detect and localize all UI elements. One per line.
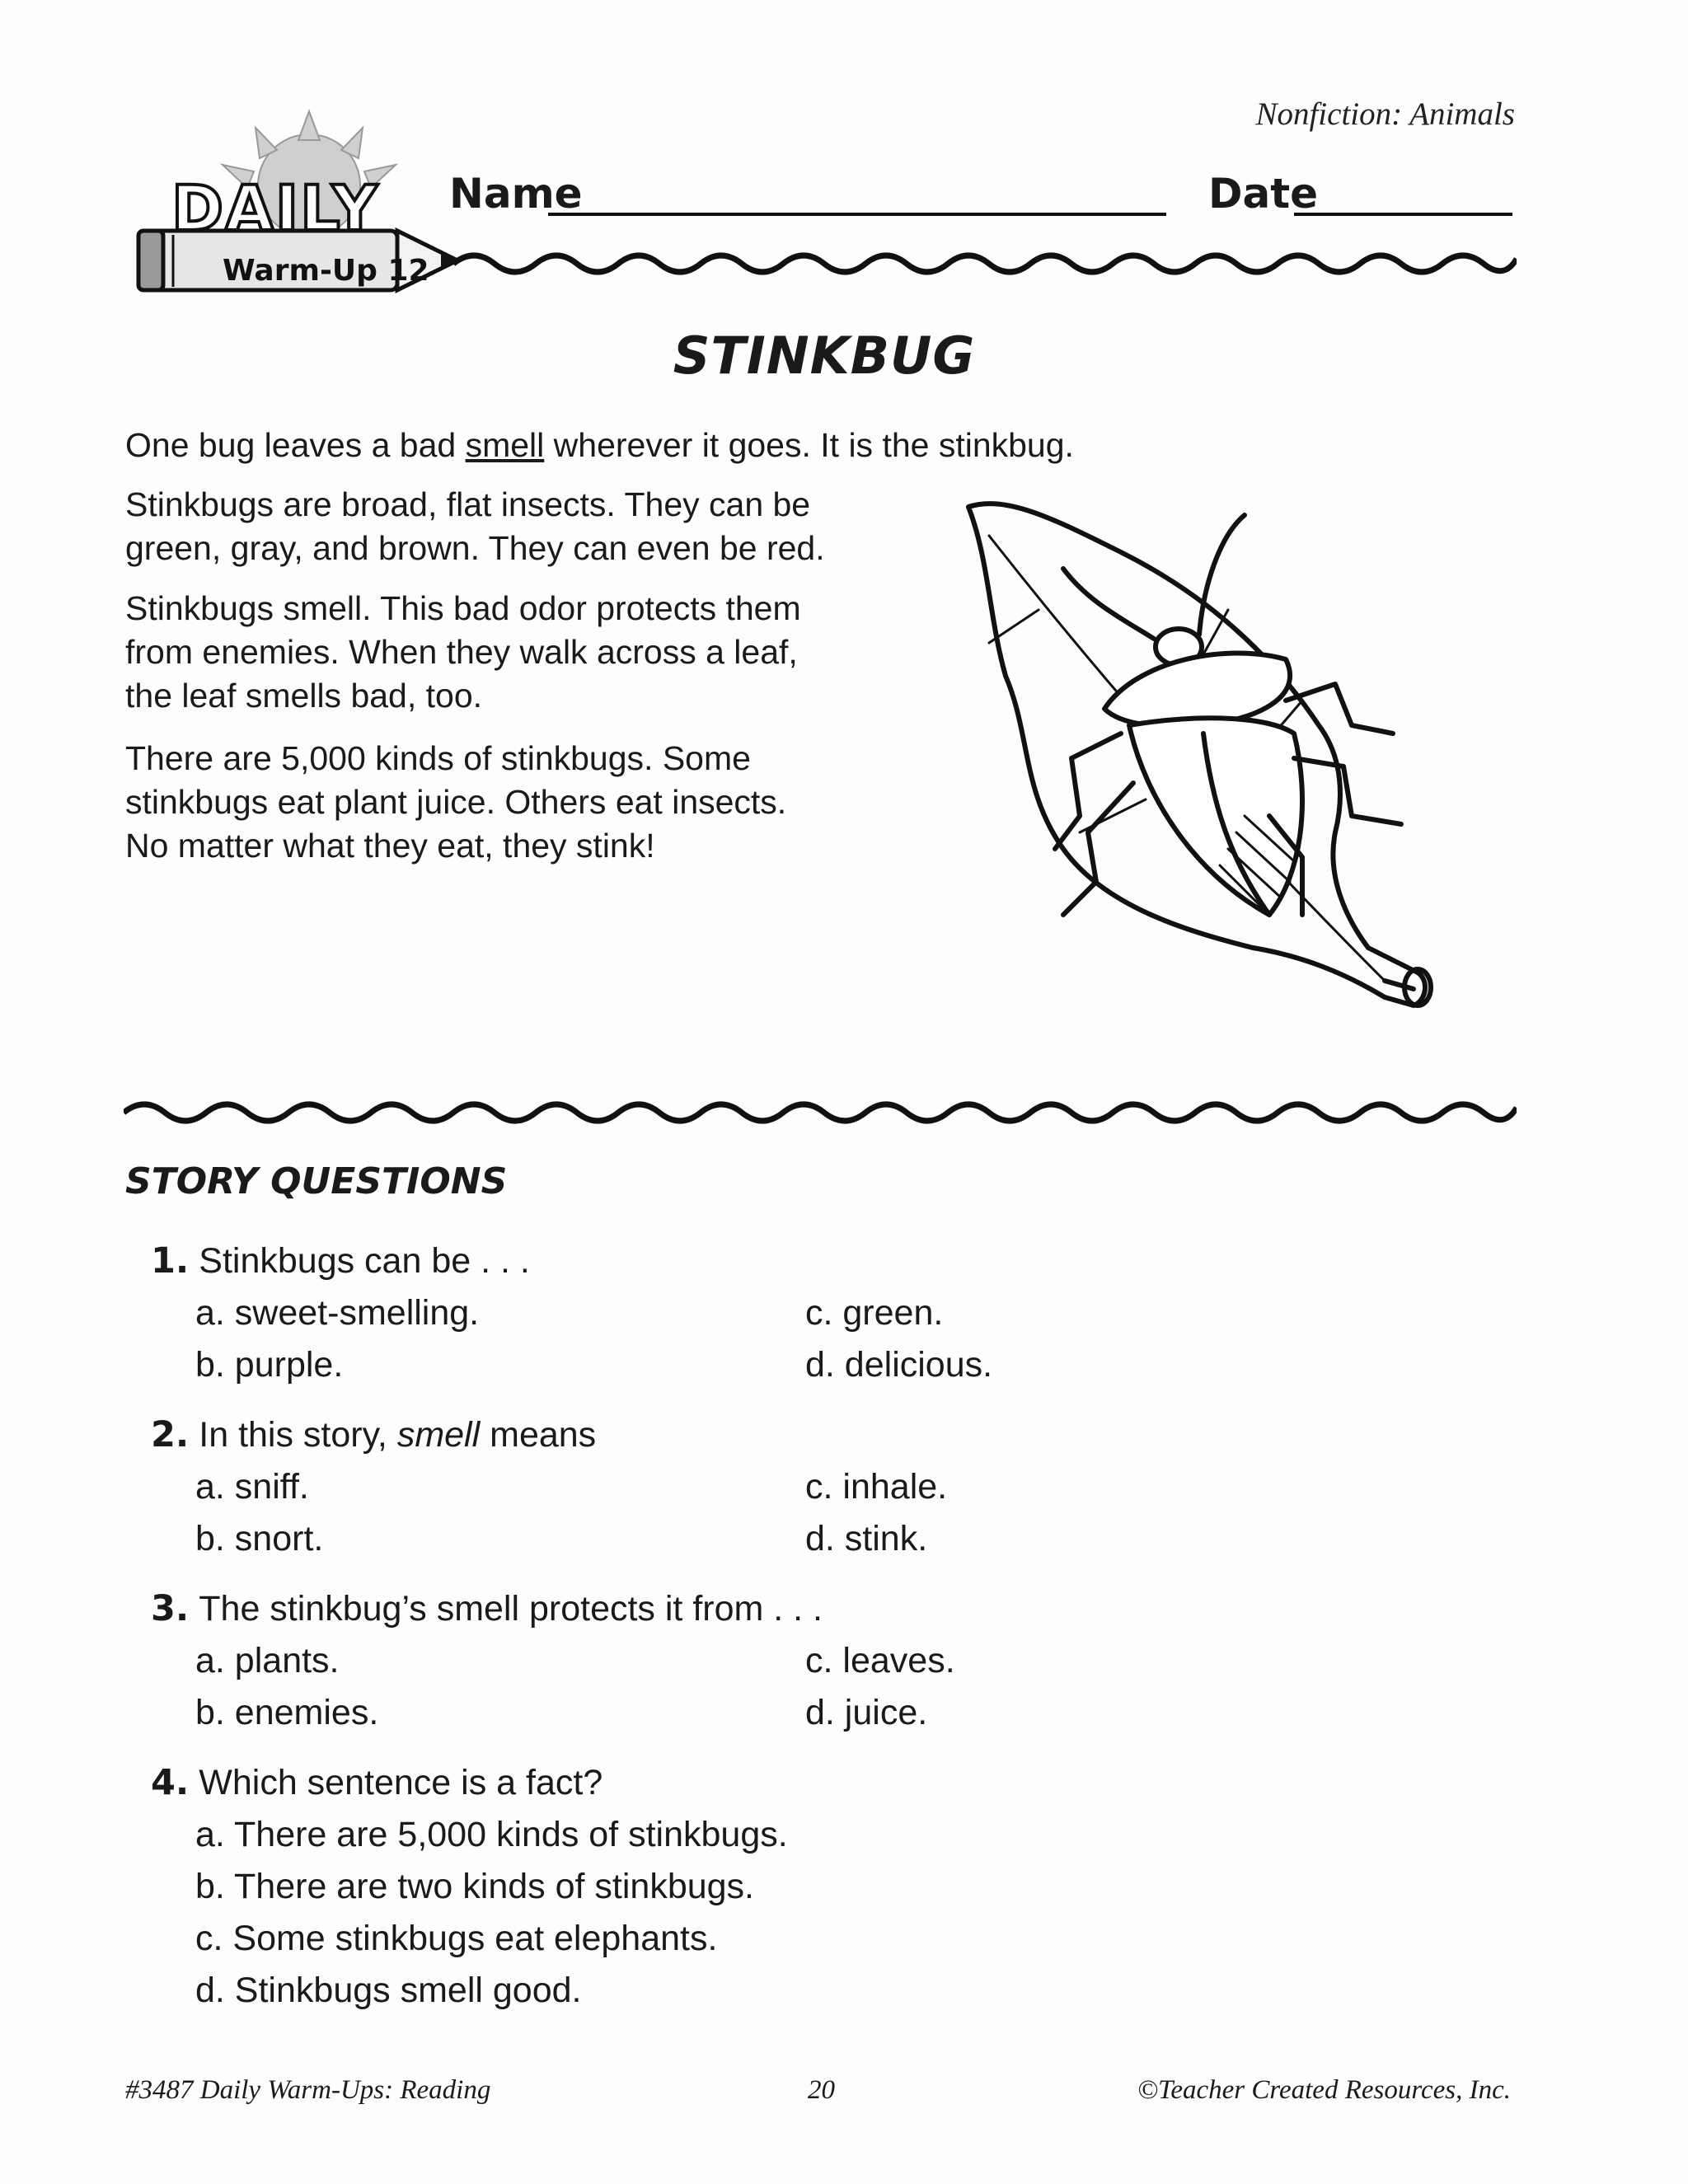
story-title: STINKBUG (673, 326, 976, 386)
wavy-divider-middle (124, 1096, 1517, 1129)
answer-option[interactable]: b. snort. (195, 1519, 324, 1558)
question-text: Which sentence is a fact? (199, 1763, 603, 1802)
question-text: In this story, (199, 1415, 397, 1455)
p1-text-start: One bug leaves a bad (125, 426, 466, 464)
p2-line: Stinkbugs are broad, flat insects. They can be (125, 485, 811, 523)
passage-paragraph-1 (125, 424, 1074, 467)
wavy-divider-top (124, 247, 1517, 280)
footer-book-title: #3487 Daily Warm-Ups: Reading (125, 2075, 491, 2105)
p4-line: No matter what they eat, they stink! (125, 827, 655, 865)
question-text-end: means (480, 1415, 597, 1455)
p4-line: stinkbugs eat plant juice. Others eat insects. (125, 783, 787, 821)
footer-copyright: ©Teacher Created Resources, Inc. (1137, 2075, 1511, 2105)
answer-option[interactable]: d. juice. (805, 1693, 928, 1732)
answer-option[interactable]: c. leaves. (805, 1641, 955, 1680)
answer-option[interactable]: a. sniff. (195, 1467, 309, 1507)
name-field-line[interactable] (548, 213, 1166, 216)
passage-paragraph-3 (125, 587, 908, 718)
answer-option[interactable]: b. enemies. (195, 1693, 379, 1732)
question-text: Stinkbugs can be . . . (199, 1241, 530, 1281)
answer-option[interactable]: d. Stinkbugs smell good. (195, 1971, 582, 2010)
question-number: 3. (151, 1588, 190, 1629)
answer-option[interactable]: a. sweet-smelling. (195, 1293, 480, 1333)
question-number: 1. (151, 1240, 190, 1282)
answer-option[interactable]: a. plants. (195, 1641, 340, 1680)
answer-option[interactable]: c. Some stinkbugs eat elephants. (195, 1919, 718, 1958)
question-text: The stinkbug’s smell protects it from . . . (199, 1589, 823, 1629)
question-number: 4. (151, 1762, 190, 1803)
p4-line: There are 5,000 kinds of stinkbugs. Some (125, 739, 751, 777)
question-1 (151, 1240, 530, 1282)
p3-line: Stinkbugs smell. This bad odor protects them (125, 589, 801, 627)
question-3 (151, 1588, 823, 1629)
question-4 (151, 1762, 603, 1803)
p3-line: the leaf smells bad, too. (125, 677, 483, 715)
stinkbug-on-leaf-illustration (956, 486, 1467, 1022)
page-number: 20 (808, 2075, 835, 2105)
underlined-vocab-word: smell (465, 426, 545, 464)
p1-text-end: wherever it goes. It is the stinkbug. (544, 426, 1074, 464)
question-2 (151, 1414, 596, 1455)
question-number: 2. (151, 1414, 190, 1455)
passage-paragraph-4 (125, 737, 908, 868)
name-label: Name (449, 170, 583, 218)
passage-paragraph-2 (125, 483, 908, 570)
answer-option[interactable]: d. delicious. (805, 1345, 993, 1385)
category-label: Nonfiction: Animals (1255, 96, 1515, 132)
p3-line: from enemies. When they walk across a leaf, (125, 633, 798, 671)
p2-line: green, gray, and brown. They can even be red. (125, 529, 825, 567)
questions-heading: STORY QUESTIONS (125, 1160, 508, 1202)
answer-option[interactable]: a. There are 5,000 kinds of stinkbugs. (195, 1815, 788, 1854)
date-label: Date (1208, 170, 1319, 218)
answer-option[interactable]: d. stink. (805, 1519, 928, 1558)
answer-option[interactable]: b. There are two kinds of stinkbugs. (195, 1867, 755, 1906)
answer-option[interactable]: b. purple. (195, 1345, 344, 1385)
date-field-line[interactable] (1294, 213, 1512, 216)
question-italic-word: smell (396, 1415, 481, 1455)
answer-option[interactable]: c. green. (805, 1293, 944, 1333)
answer-option[interactable]: c. inhale. (805, 1467, 948, 1507)
warmup-number: Warm-Up 12 (223, 254, 429, 288)
logo-daily-text: DAILY (171, 171, 379, 245)
